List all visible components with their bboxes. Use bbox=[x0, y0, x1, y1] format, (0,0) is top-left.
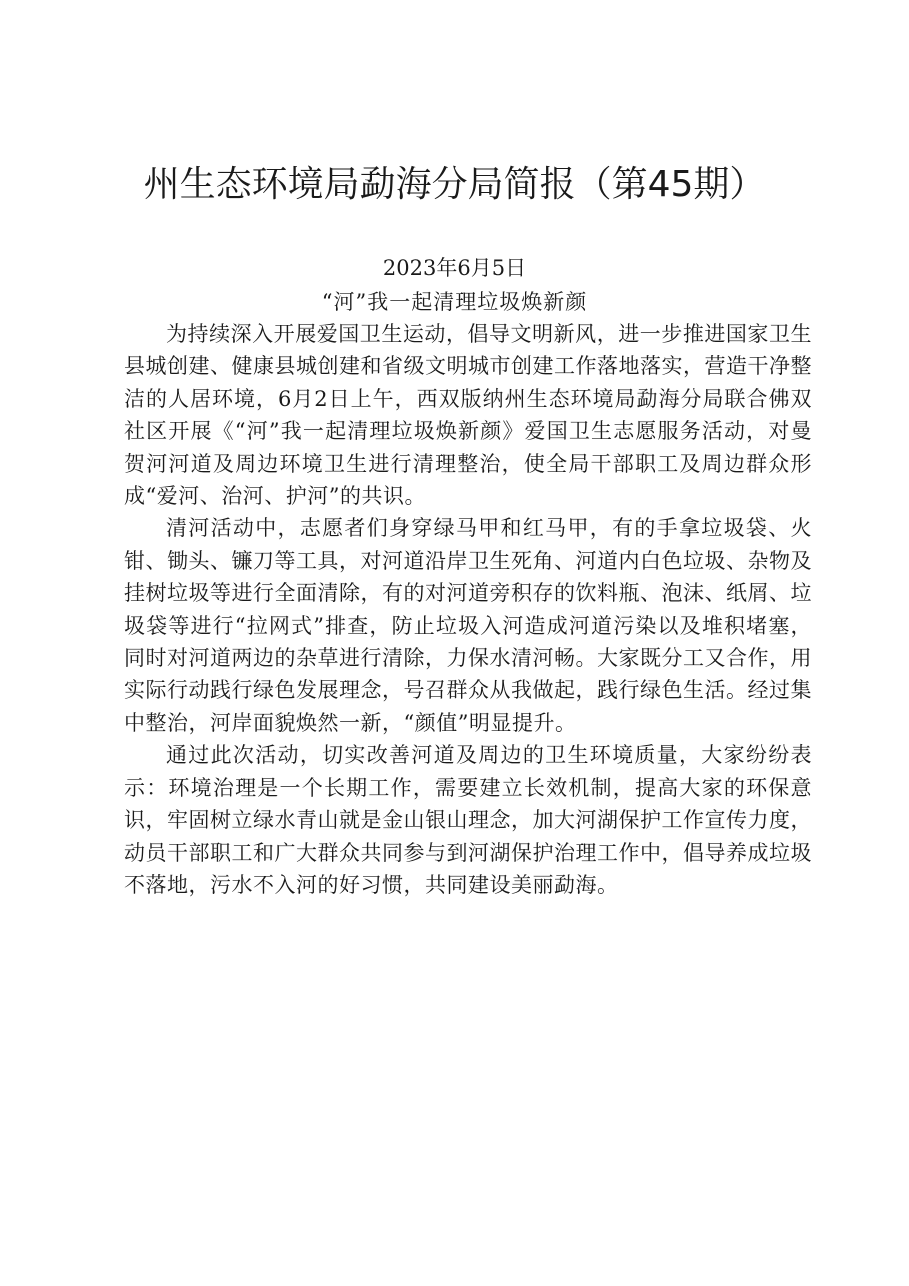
article-body bbox=[124, 318, 812, 901]
article-subtitle: “河”我一起清理垃圾焕新颜 bbox=[321, 290, 588, 314]
paragraph-3: 通过此次活动，切实改善河道及周边的卫生环境质量，大家纷纷表示：环境治理是一个长期工作，需要建立长效机制，提高大家的环保意识，牢固树立绿水青山就是金山银山理念，加大河湖保护工作宣传力度，动员干部职工和广大群众共同参与到河湖保护治理工作中，倡导养成垃圾不落地，污水不入河的好习惯，共同建设美丽勐海。 bbox=[124, 743, 812, 897]
document-date: 2023年6月5日 bbox=[382, 256, 527, 280]
paragraph-2: 清河活动中，志愿者们身穿绿马甲和红马甲，有的手拿垃圾袋、火钳、锄头、镰刀等工具，对河道沿岸卫生死角、河道内白色垃圾、杂物及挂树垃圾等进行全面清除，有的对河道旁积存的饮料瓶、泡沫、纸屑、垃圾袋等进行“拉网式”排查，防止垃圾入河造成河道污染以及堆积堵塞，同时对河道两边的杂草进行清除，力保水清河畅。大家既分工又合作，用实际行动践行绿色发展理念，号召群众从我做起，践行绿色生活。经过集中整治，河岸面貌焕然一新，“颜值”明显提升。 bbox=[124, 516, 812, 735]
paragraph-1: 为持续深入开展爱国卫生运动，倡导文明新风，进一步推进国家卫生县城创建、健康县城创建和省级文明城市创建工作落地落实，营造干净整洁的人居环境，6月2日上午，西双版纳州生态环境局勐海分局联合佛双社区开展《“河”我一起清理垃圾焕新颜》爱国卫生志愿服务活动，对曼贺河河道及周边环境卫生进行清理整治，使全局干部职工及周边群众形成“爱河、治河、护河”的共识。 bbox=[124, 322, 812, 509]
document-title: 州生态环境局勐海分局简报（第45期） bbox=[143, 164, 766, 205]
